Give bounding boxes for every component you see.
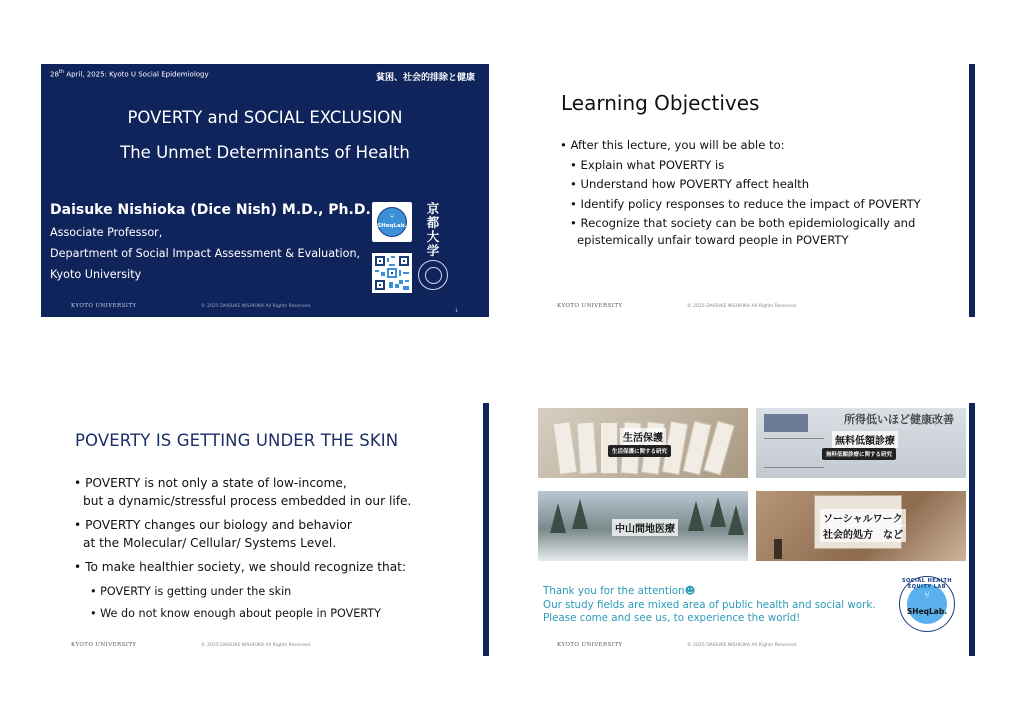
photo-newspapers: [538, 408, 748, 478]
slide-under-the-skin: [41, 403, 489, 656]
accent-bar: [969, 403, 975, 656]
list-item: • Recognize that society can be both epidemiologically and epistemically unfair toward people in POVERTY: [560, 215, 920, 249]
photo-newspaper-article: [756, 408, 966, 478]
kyoto-university-wordmark: 京 都 大 学: [426, 201, 440, 258]
affiliation-line: Associate Professor,: [50, 226, 163, 239]
list-item: • To make healthier society, we should recognize that:: [74, 559, 411, 577]
list-item: • Explain what POVERTY is: [560, 156, 921, 176]
footer-copyright: © 2025 DAISUKE NISHIOKA All Rights Reserved.: [687, 643, 798, 648]
slide-heading: POVERTY IS GETTING UNDER THE SKIN: [75, 431, 399, 450]
sheqlab-logo: ⑂ SHeqLab.: [372, 202, 412, 242]
footer-university: KYOTO UNIVERSITY: [71, 303, 137, 309]
photo-tag: 生活保護に関する研究: [608, 445, 671, 457]
objectives-list: [560, 136, 921, 249]
list-item: • POVERTY changes our biology and behavior at the Molecular/ Cellular/ Systems Level.: [74, 517, 411, 552]
list-item: • Identify policy responses to reduce the impact of POVERTY: [560, 195, 921, 215]
photo-snowy-village: [538, 491, 748, 561]
page-number: 1: [455, 309, 458, 314]
list-item: • POVERTY is not only a state of low-income, but a dynamic/stressful process embedded in our life.: [74, 475, 411, 510]
footer-copyright: © 2025 DAISUKE NISHIOKA All Rights Reserved.: [201, 643, 312, 648]
accent-bar: [483, 403, 489, 656]
slide-title: [41, 64, 489, 317]
photo-caption: 生活保護: [620, 428, 666, 445]
footer-university: KYOTO UNIVERSITY: [557, 303, 623, 309]
kyoto-university-emblem: [418, 260, 448, 290]
sheqlab-logo: SOCIAL HEALTH EQUITY LAB ⑂ SHeqLab.: [899, 576, 955, 632]
footer-university: KYOTO UNIVERSITY: [557, 642, 623, 648]
photo-headline: 所得低いほど健康改善: [844, 413, 954, 426]
affiliation-line: Kyoto University: [50, 268, 142, 281]
author-name: Daisuke Nishioka (Dice Nish) M.D., Ph.D.: [50, 202, 371, 218]
fork-icon: ⑂: [924, 590, 930, 601]
thank-you-message: Thank you for the attention☻ Our study fields are mixed area of public health and social work. Please come and see us, to experience the world!: [543, 585, 876, 624]
list-item: • After this lecture, you will be able to:: [560, 136, 921, 156]
title-line-2: The Unmet Determinants of Health: [120, 143, 410, 162]
slide-heading: Learning Objectives: [561, 91, 760, 115]
slide-learning-objectives: [527, 64, 975, 317]
event-line: 28th April, 2025: Kyoto U Social Epidemiology: [50, 69, 209, 79]
photo-tag: 無料低額診療に関する研究: [822, 448, 896, 460]
fork-icon: ⑂: [389, 212, 395, 221]
photo-caption: 社会的処方 など: [820, 525, 906, 542]
list-item: • Understand how POVERTY affect health: [560, 175, 921, 195]
photo-caption: 中山間地医療: [612, 519, 678, 536]
footer-copyright: © 2025 DAISUKE NISHIOKA All Rights Reserved.: [687, 304, 798, 309]
list-item: • We do not know enough about people in POVERTY: [74, 606, 411, 622]
list-item: • POVERTY is getting under the skin: [74, 584, 411, 600]
japanese-title: 貧困、社会的排除と健康: [375, 73, 475, 83]
slide-thank-you: [527, 403, 975, 656]
qr-code[interactable]: [372, 253, 412, 293]
footer-university: KYOTO UNIVERSITY: [71, 642, 137, 648]
photo-caption: ソーシャルワーク: [820, 509, 906, 526]
affiliation-line: Department of Social Impact Assessment & Evaluation,: [50, 247, 361, 260]
photo-lecture-hall: [756, 491, 966, 561]
photo-caption: 無料低額診療: [832, 431, 898, 448]
accent-bar: [969, 64, 975, 317]
footer-copyright: © 2025 DAISUKE NISHIOKA All Rights Reserved.: [201, 304, 312, 309]
title-line-1: POVERTY and SOCIAL EXCLUSION: [127, 108, 403, 127]
bullet-list: [74, 475, 411, 628]
